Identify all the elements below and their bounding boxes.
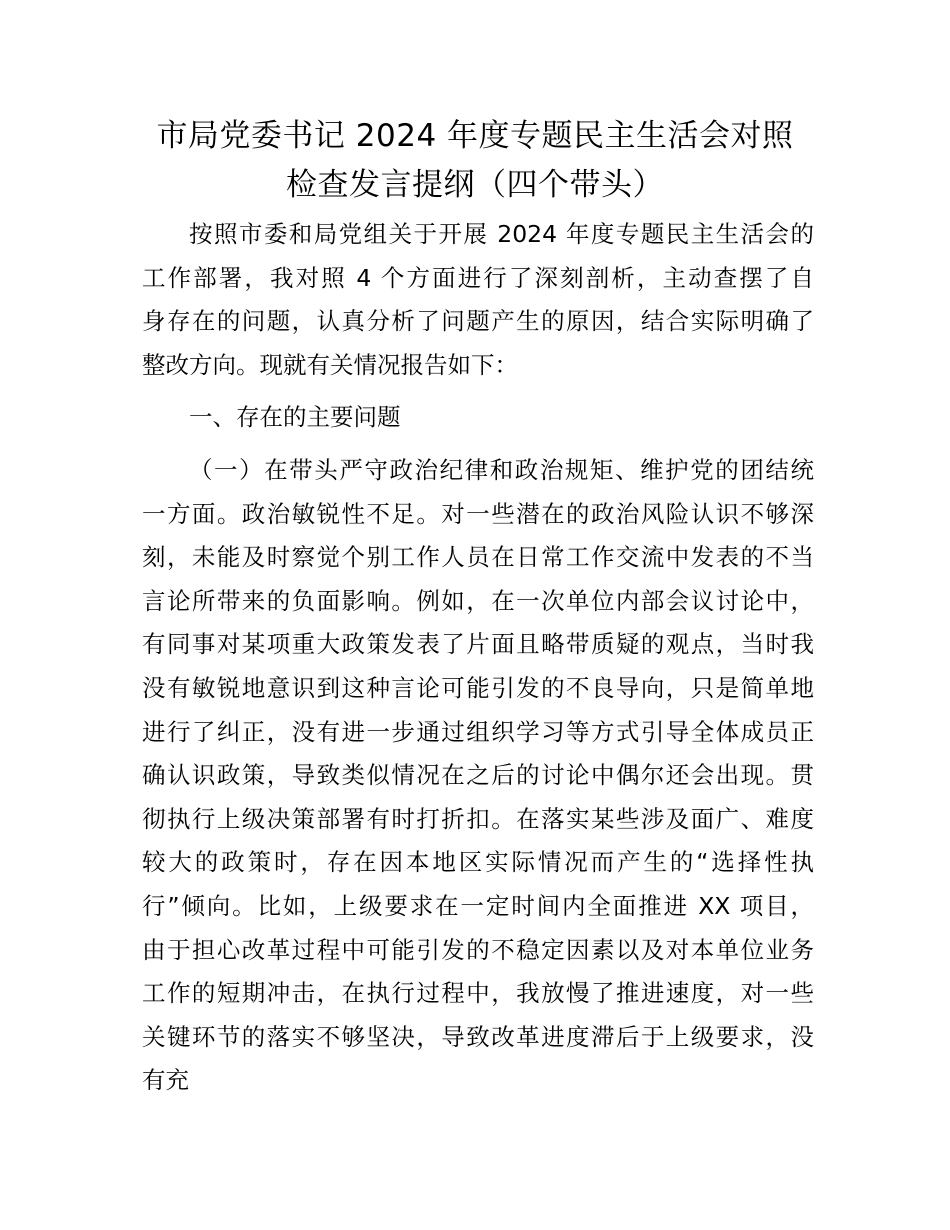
- paragraph-line: 一方面。政治敏锐性不足。对一些潜在的政治风险认识不够深: [142, 499, 814, 528]
- title-line: 市局党委书记 2024 年度专题民主生活会对照: [156, 118, 794, 154]
- section-heading-text: 一、存在的主要问题: [189, 403, 401, 431]
- paragraph-line: 整改方向。现就有关情况报告如下：: [142, 350, 518, 379]
- paragraph-line: 没有敏锐地意识到这种言论可能引发的不良导向，只是简单地: [142, 673, 814, 702]
- paragraph-line: 由于担心改革过程中可能引发的不稳定因素以及对本单位业务: [142, 935, 814, 964]
- paragraph-line: 进行了纠正，没有进一步通过组织学习等方式引导全体成员正: [142, 717, 814, 746]
- paragraph-line: 行”倾向。比如，上级要求在一定时间内全面推进 XX 项目，: [142, 891, 814, 920]
- paragraph-line: 按照市委和局党组关于开展 2024 年度专题民主生活会的: [189, 220, 814, 248]
- title-line: 检查发言提纲（四个带头）: [286, 167, 664, 203]
- paragraph-line: 有充: [142, 1066, 189, 1095]
- paragraph-line: 工作部署，我对照 4 个方面进行了深刻剖析，主动查摆了自: [142, 263, 814, 292]
- paragraph-line: 有同事对某项重大政策发表了片面且略带质疑的观点，当时我: [142, 630, 814, 659]
- subsection-paragraph: [142, 449, 814, 1103]
- paragraph-line: 身存在的问题，认真分析了问题产生的原因，结合实际明确了: [142, 307, 814, 336]
- document-title: [120, 112, 830, 210]
- intro-paragraph: [142, 213, 814, 387]
- paragraph-line: 彻执行上级决策部署有时打折扣。在落实某些涉及面广、难度: [142, 804, 814, 833]
- paragraph-line: 较大的政策时，存在因本地区实际情况而产生的“选择性执: [142, 848, 814, 877]
- paragraph-line: 言论所带来的负面影响。例如，在一次单位内部会议讨论中，: [142, 586, 814, 615]
- paragraph-line: 刻，未能及时察觉个别工作人员在日常工作交流中发表的不当: [142, 543, 814, 572]
- section-heading: [142, 396, 814, 440]
- paragraph-line: 工作的短期冲击，在执行过程中，我放慢了推进速度，对一些: [142, 979, 814, 1008]
- paragraph-line: 确认识政策，导致类似情况在之后的讨论中偶尔还会出现。贯: [142, 761, 814, 790]
- paragraph-line: （一）在带头严守政治纪律和政治规矩、维护党的团结统: [189, 456, 814, 484]
- paragraph-line: 关键环节的落实不够坚决，导致改革进度滞后于上级要求，没: [142, 1022, 814, 1051]
